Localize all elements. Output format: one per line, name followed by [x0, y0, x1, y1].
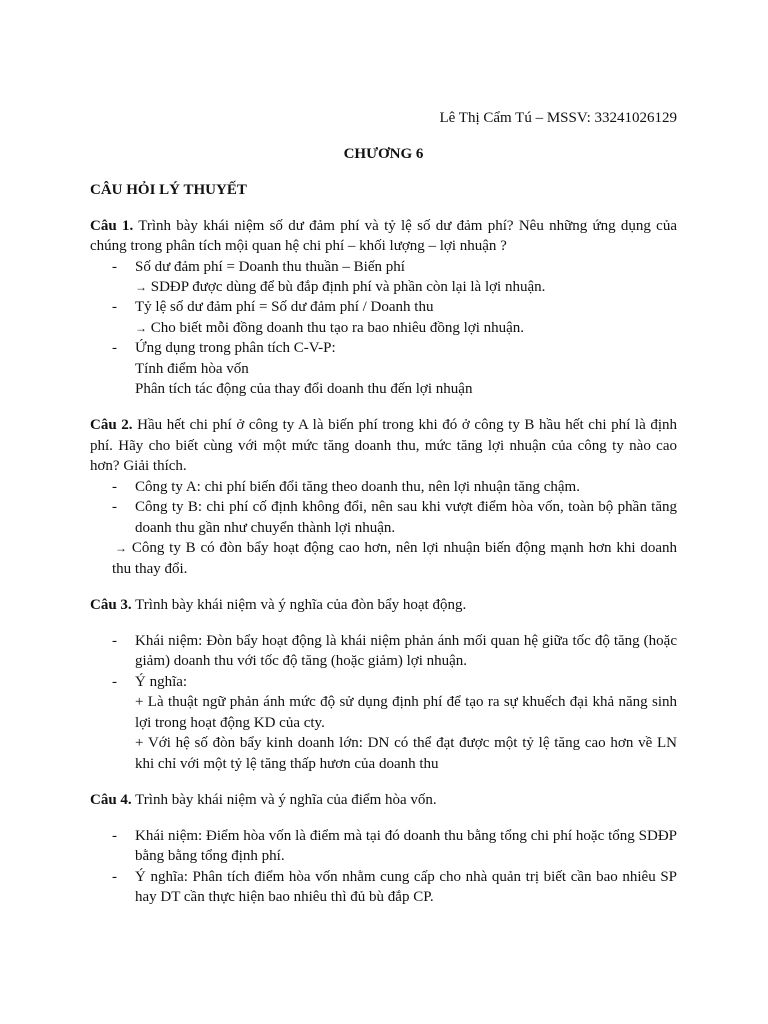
q2-question-line3: hơn? Giải thích.: [90, 458, 187, 474]
q4-label: Câu 4.: [90, 792, 132, 808]
q3-bullet-2-point-1-line1: + Là thuật ngữ phản ánh mức độ sử dụng định phí để tạo ra sự khuếch đại khả năng sinh: [135, 694, 677, 710]
q4-bullet-2-line2: hay DT cần thực hiện bao nhiêu thì đủ bù đắp CP.: [135, 889, 434, 905]
arrow-icon: →: [135, 321, 147, 335]
q1-bullet-1: - Số dư đảm phí = Doanh thu thuần – Biến phí: [112, 259, 405, 275]
q4-bullet-1-line2: bằng bằng tổng định phí.: [135, 848, 285, 864]
chapter-title: CHƯƠNG 6: [343, 146, 424, 162]
q3-bullet-2-point-2-line1: + Với hệ số đòn bẩy kinh doanh lớn: DN có thể đạt được một tỷ lệ tăng cao hơn về LN: [135, 735, 677, 751]
q2-bullet-1: - Công ty A: chi phí biến đổi tăng theo doanh thu, nên lợi nhuận tăng chậm.: [112, 479, 580, 495]
document-page: [90, 0, 677, 1024]
q3-bullet-1-line1: - Khái niệm: Đòn bẩy hoạt động là khái niệm phản ánh mối quan hệ giữa tốc độ tăng (hoặc: [112, 633, 677, 649]
q1-label: Câu 1.: [90, 218, 134, 234]
q3-question: Câu 3. Trình bày khái niệm và ý nghĩa của đòn bẩy hoạt động.: [90, 597, 467, 613]
q3-bullet-2-point-2-line2: khi chỉ với một tỷ lệ tăng thấp hươn của doanh thu: [135, 756, 439, 772]
q1-question-line1: Câu 1. Trình bày khái niệm số dư đảm phí và tỷ lệ số dư đảm phí? Nêu những ứng dụng của: [90, 218, 677, 234]
q3-bullet-2: - Ý nghĩa:: [112, 674, 188, 690]
q1-question-line2: chúng trong phân tích mội quan hệ chi phí – khối lượng – lợi nhuận ?: [90, 238, 507, 254]
q1-bullet-3: - Ứng dụng trong phân tích C-V-P:: [112, 340, 336, 356]
q4-bullet-2-line1: - Ý nghĩa: Phân tích điểm hòa vốn nhằm cung cấp cho nhà quản trị biết cần bao nhiêu SP: [112, 869, 677, 885]
author-header: Lê Thị Cẩm Tú – MSSV: 33241026129: [439, 110, 677, 126]
q2-question-line2: phí. Hãy cho biết cùng với một mức tăng doanh thu, mức tăng lợi nhuận của công ty nào cao: [90, 438, 677, 454]
q2-bullet-2-line1: - Công ty B: chi phí cố định không đổi, nên sau khi vượt điểm hòa vốn, toàn bộ phần tăng: [112, 499, 677, 515]
q3-bullet-1-line2: giảm) doanh thu với tốc độ tăng (hoặc giảm) lợi nhuận.: [135, 653, 468, 669]
q4-bullet-1-line1: - Khái niệm: Điểm hòa vốn là điểm mà tại đó doanh thu bằng tổng chi phí hoặc tổng SDĐP: [112, 828, 677, 844]
section-title: CÂU HỎI LÝ THUYẾT: [90, 182, 247, 198]
q2-question-line1: Câu 2. Hầu hết chi phí ở công ty A là biến phí trong khi đó ở công ty B hầu hết chi phí là định: [90, 417, 677, 433]
arrow-icon: →: [115, 541, 127, 555]
q2-conclusion-line2: thu thay đổi.: [112, 561, 188, 577]
arrow-icon: →: [135, 280, 147, 294]
q1-bullet-2-note: → Cho biết mỗi đồng doanh thu tạo ra bao nhiêu đồng lợi nhuận.: [135, 320, 525, 336]
q3-label: Câu 3.: [90, 597, 132, 613]
q1-bullet-1-note: → SDĐP được dùng để bù đắp định phí và phần còn lại là lợi nhuận.: [135, 279, 546, 295]
q1-bullet-3-sub-2: Phân tích tác động của thay đổi doanh thu đến lợi nhuận: [135, 381, 473, 397]
q2-conclusion-line1: → Công ty B có đòn bẩy hoạt động cao hơn, nên lợi nhuận biến động mạnh hơn khi doanh: [115, 540, 677, 556]
q2-bullet-2-line2: doanh thu gần như chuyển thành lợi nhuận.: [135, 520, 396, 536]
q3-bullet-2-point-1-line2: lợi trong hoạt động KD của cty.: [135, 715, 325, 731]
q1-bullet-3-sub-1: Tính điểm hòa vốn: [135, 361, 249, 377]
q4-question: Câu 4. Trình bày khái niệm và ý nghĩa của điểm hòa vốn.: [90, 792, 437, 808]
q2-label: Câu 2.: [90, 417, 133, 433]
q1-bullet-2: - Tỷ lệ số dư đảm phí = Số dư đảm phí / Doanh thu: [112, 299, 434, 315]
